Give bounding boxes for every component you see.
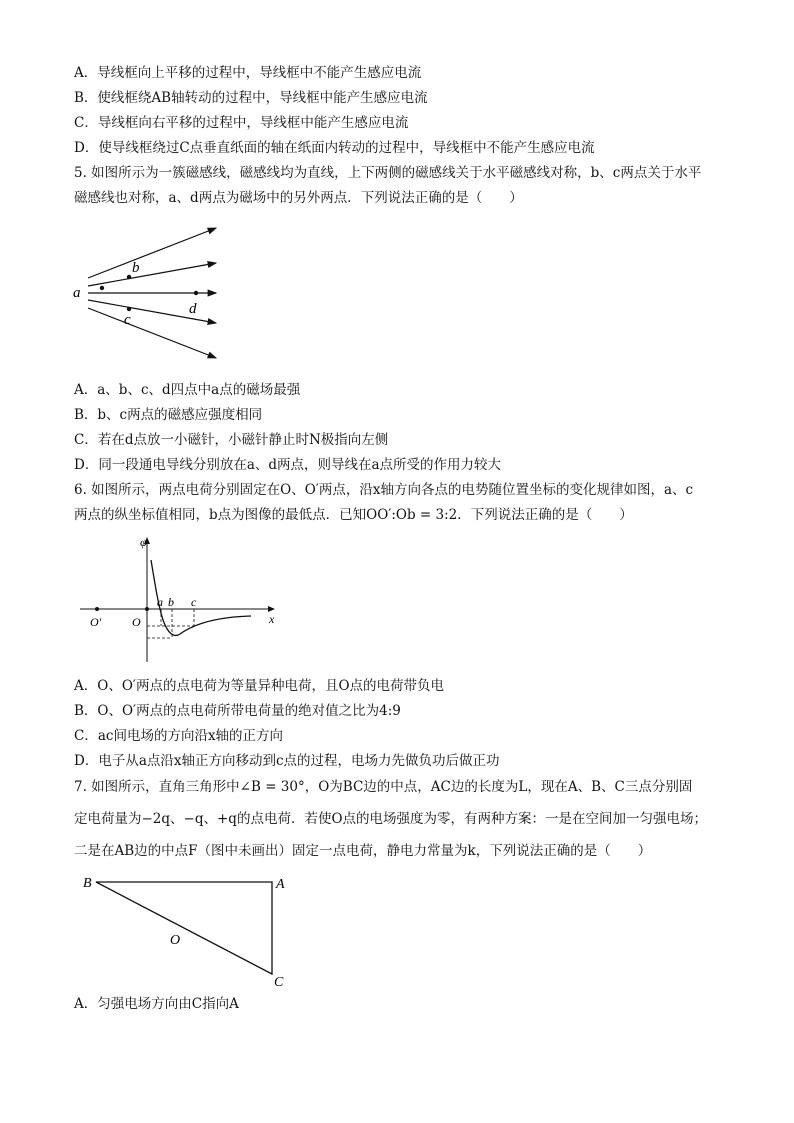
q7-stem-line-1: 7. 如图所示，直角三角形中∠B = 30°，O为BC边的中点，AC边的长度为L，现在A、B、C三点分别固 [74, 779, 693, 795]
field-line-top [88, 228, 216, 278]
point-d [194, 291, 198, 295]
label-x: x [269, 612, 275, 626]
label-c: c [124, 312, 131, 328]
q6-potential-graph [76, 534, 282, 666]
q4-option-d: D．使导线框绕过C点垂直纸面的轴在纸面内转动的过程中，导线框中不能产生感应电流 [74, 140, 595, 156]
label-O-prime: O′ [90, 615, 102, 629]
q6-option-b: B．O、O′两点的点电荷所带电荷量的绝对值之比为4:9 [74, 703, 401, 719]
q4-option-c: C．导线框向右平移的过程中，导线框中能产生感应电流 [74, 115, 409, 131]
label-a: a [157, 595, 163, 609]
point-a [100, 286, 104, 290]
triangle-ABC [96, 882, 272, 974]
label-B: B [83, 876, 92, 891]
q5-option-c: C．若在d点放一小磁针，小磁针静止时N极指向左侧 [74, 432, 389, 448]
q5-option-d: D．同一段通电导线分别放在a、d两点，则导线在a点所受的作用力较大 [74, 457, 502, 473]
point-c [127, 307, 131, 311]
q5-magnetic-field-figure [68, 222, 228, 362]
q5-option-b: B．b、c两点的磁感应强度相同 [74, 407, 263, 423]
q4-option-b: B．使线框绕AB轴转动的过程中，导线框中能产生感应电流 [74, 90, 428, 106]
field-line-bottom [88, 308, 216, 358]
label-O: O [170, 933, 181, 948]
point-b [127, 275, 131, 279]
q7-stem-line-2: 定电荷量为−2q、−q、+q的点电荷．若使O点的电场强度为零，有两种方案：一是在空间加一匀强电场； [74, 811, 708, 827]
q6-stem-line-1: 6. 如图所示，两点电荷分别固定在O、O′两点，沿x轴方向各点的电势随位置坐标的变化规律如图，a、c [74, 482, 694, 498]
label-b: b [168, 595, 174, 609]
label-phi: φ [140, 535, 147, 549]
q6-option-d: D．电子从a点沿x轴正方向移动到c点的过程，电场力先做负功后做正功 [74, 753, 500, 769]
q5-option-a: A．a、b、c、d四点中a点的磁场最强 [74, 382, 301, 398]
label-C: C [274, 975, 284, 990]
q7-stem-line-3: 二是在AB边的中点F（图中未画出）固定一点电荷，静电力常量为k，下列说法正确的是（ ） [74, 843, 652, 859]
q6-option-a: A．O、O′两点的点电荷为等量异种电荷，且O点的电荷带负电 [74, 678, 445, 694]
q4-option-a: A．导线框向上平移的过程中，导线框中不能产生感应电流 [74, 65, 422, 81]
point-O-prime [95, 607, 99, 611]
field-line-upper [88, 263, 216, 286]
q7-triangle-figure [80, 870, 290, 990]
label-d: d [189, 301, 197, 317]
label-a: a [73, 285, 81, 301]
q5-stem-line-1: 5. 如图所示为一簇磁感线，磁感线均为直线，上下两侧的磁感线关于水平磁感线对称，b、c两点关于水平 [74, 165, 702, 181]
label-c: c [191, 595, 197, 609]
label-b: b [132, 260, 140, 276]
q6-stem-line-2: 两点的纵坐标值相同，b点为图像的最低点．已知OO′:Ob = 3:2．下列说法正确的是（ ） [74, 507, 633, 523]
q5-stem-line-2: 磁感线也对称，a、d两点为磁场中的另外两点．下列说法正确的是（ ） [74, 190, 523, 206]
field-line-lower [88, 300, 216, 323]
q7-option-a: A．匀强电场方向由C指向A [74, 996, 239, 1012]
potential-curve [151, 560, 251, 635]
point-O [145, 607, 149, 611]
label-O: O [132, 615, 141, 629]
label-A: A [276, 877, 285, 892]
q6-option-c: C．ac间电场的方向沿x轴的正方向 [74, 728, 284, 744]
